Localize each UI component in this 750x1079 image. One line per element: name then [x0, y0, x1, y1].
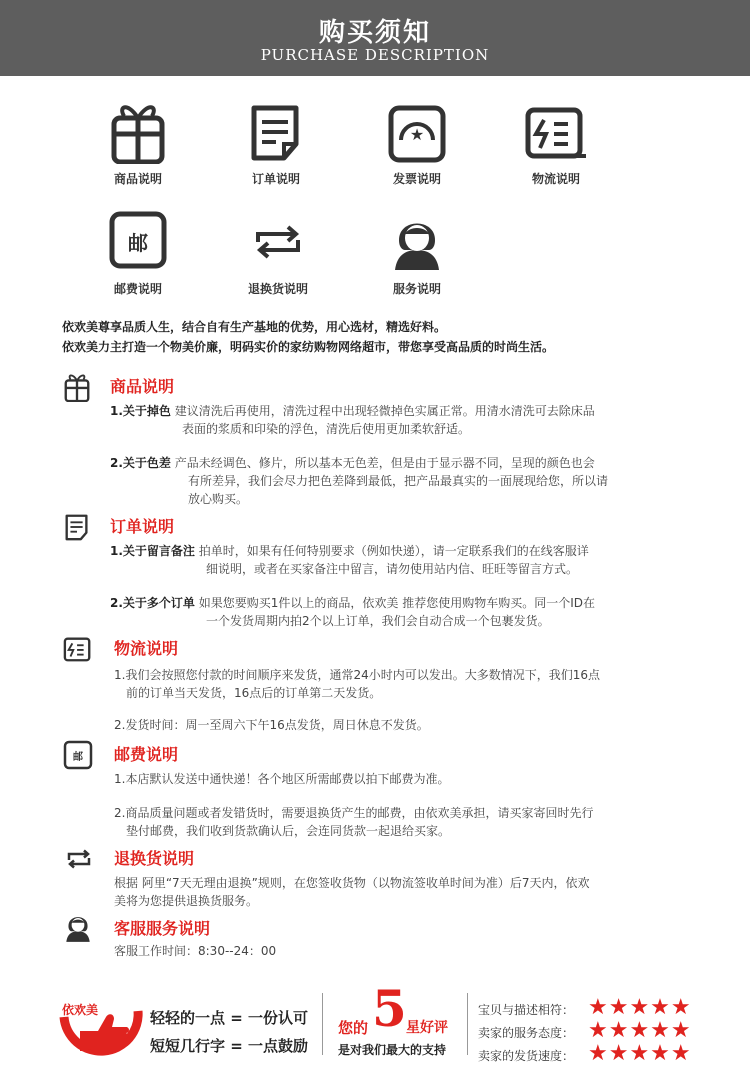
section-title: 商品说明: [110, 377, 175, 396]
invoice-icon: [387, 100, 447, 164]
service-icon: [387, 210, 447, 274]
icon-label: 发票说明: [392, 172, 441, 186]
logistics-icon: [62, 634, 94, 664]
product-item-1: [110, 402, 595, 420]
item-text: 客服工作时间：8:30--24：00: [114, 944, 277, 958]
section-title: 邮费说明: [114, 745, 179, 764]
rating-label: 卖家的服务态度：: [478, 1026, 575, 1040]
section-title: 物流说明: [114, 639, 179, 658]
postage-icon: [62, 740, 94, 770]
slogan-line: 短短几行字 = 一点鼓励: [150, 1037, 309, 1055]
item-text: 1.本店默认发送中通快递！各个地区所需邮费以拍下邮费为准。: [114, 772, 450, 786]
rating-list: [478, 995, 748, 1064]
intro: [62, 317, 554, 357]
section-title: 客服服务说明: [114, 919, 211, 938]
item-text: 2.发货时间：周一至周六下午16点发货，周日休息不发货。: [114, 718, 429, 732]
icon-label: 物流说明: [531, 172, 580, 186]
icon-label: 邮费说明: [113, 282, 162, 296]
section-title: 退换货说明: [114, 849, 195, 868]
postage-icon: [108, 210, 168, 274]
rating-row: [478, 1018, 748, 1041]
order-item-2: [110, 594, 595, 612]
order-item-1: [110, 542, 589, 560]
intro-line: 依欢美力主打造一个物美价廉，明码实价的家纺购物网络超市，带您享受高品质的时尚生活。: [62, 340, 555, 354]
item-text: 产品未经调色、修片，所以基本无色差，但是由于显示器不同，呈现的颜色也会: [174, 456, 595, 470]
divider: [322, 993, 323, 1055]
svg-text:邮: 邮: [73, 752, 83, 763]
rating-label: 宝贝与描述相符：: [478, 1003, 575, 1017]
item-text: 有所差异，我们会尽力把色差降到最低，把产品最真实的一面展现给您，所以请: [188, 474, 609, 488]
item-text: 1.我们会按照您付款的时间顺序来发货，通常24小时内可以发出。大多数情况下，我们16点: [114, 668, 600, 682]
item-text: 根据 阿里“7天无理由退换”规则，在您签收货物（以物流签收单时间为准）后7天内，依欢: [114, 876, 590, 890]
icon-label: 商品说明: [113, 172, 162, 186]
star-rating: ★★★★★: [588, 995, 692, 1020]
item-text: 一个发货周期内拍2个以上订单，我们会自动合成一个包裹发货。: [206, 614, 550, 628]
icon-item-service[interactable]: [347, 210, 487, 297]
logistics-icon: [524, 100, 588, 164]
item-text: 建议清洗后再使用，清洗过程中出现轻微掉色实属正常。用清水清洗可去除床品: [174, 404, 595, 418]
item-text: 表面的浆质和印染的浮色，清洗后使用更加柔软舒适。: [182, 422, 471, 436]
five-star-text: 星好评: [406, 1020, 448, 1036]
item-key: 1.关于留言备注: [110, 544, 195, 558]
product-item-2: [110, 454, 595, 472]
item-text: 2.商品质量问题或者发错货时，需要退换货产生的邮费，由依欢美承担，请买家寄回时先行: [114, 806, 594, 820]
icon-label: 订单说明: [251, 172, 300, 186]
item-key: 1.关于掉色: [110, 404, 171, 418]
your-text: 您的: [338, 1019, 369, 1037]
icon-label: 服务说明: [392, 282, 441, 296]
icon-item-postage[interactable]: [68, 210, 208, 297]
five-number: 5: [372, 979, 407, 1038]
item-text: 垫付邮费，我们收到货款确认后，会连同货款一起退给买家。: [126, 824, 451, 838]
slogan-line: 轻轻的一点 = 一份认可: [150, 1009, 309, 1027]
gift-icon: [62, 372, 92, 402]
icon-item-order[interactable]: [206, 100, 346, 187]
svg-text:邮: 邮: [128, 231, 148, 255]
brand-name: 依欢美: [62, 1003, 99, 1017]
icon-item-exchange[interactable]: [208, 210, 348, 297]
section-title: 订单说明: [110, 517, 175, 536]
document-icon: [62, 512, 92, 542]
rating-row: [478, 995, 748, 1018]
star-rating: ★★★★★: [588, 1018, 692, 1043]
divider: [467, 993, 468, 1055]
header-title: 购买须知: [318, 18, 431, 48]
exchange-icon: [62, 844, 96, 874]
support-text: 是对我们最大的支持: [338, 1043, 447, 1057]
item-text: 如果您要购买1件以上的商品，依欢美 推荐您使用购物车购买。同一个ID在: [198, 596, 595, 610]
item-key: 2.关于色差: [110, 456, 171, 470]
header-subtitle: PURCHASE DESCRIPTION: [260, 46, 490, 64]
star-rating: ★★★★★: [588, 1041, 692, 1066]
item-text: 拍单时，如果有任何特别要求（例如快递），请一定联系我们的在线客服详: [198, 544, 589, 558]
item-text: 前的订单当天发货，16点后的订单第二天发货。: [126, 686, 382, 700]
gift-icon: [108, 100, 168, 164]
icon-label: 退换货说明: [247, 282, 308, 296]
icon-item-invoice[interactable]: [347, 100, 487, 187]
page-header: [0, 0, 750, 76]
rating-label: 卖家的发货速度：: [478, 1049, 575, 1063]
item-text: 放心购买。: [188, 492, 249, 506]
rating-row: [478, 1041, 748, 1064]
item-text: 美将为您提供退换货服务。: [114, 894, 259, 908]
icon-item-logistics[interactable]: [486, 100, 626, 187]
item-text: 细说明，或者在买家备注中留言，请勿使用站内信、旺旺等留言方式。: [206, 562, 579, 576]
document-icon: [246, 100, 306, 164]
intro-line: 依欢美尊享品质人生，结合自有生产基地的优势，用心选材，精选好料。: [62, 320, 447, 334]
service-icon: [62, 910, 94, 944]
exchange-icon: [248, 210, 308, 274]
footer-rating-banner: [0, 979, 750, 1079]
icon-item-product[interactable]: [68, 100, 208, 187]
svg-text:★: ★: [409, 125, 425, 144]
item-key: 2.关于多个订单: [110, 596, 195, 610]
